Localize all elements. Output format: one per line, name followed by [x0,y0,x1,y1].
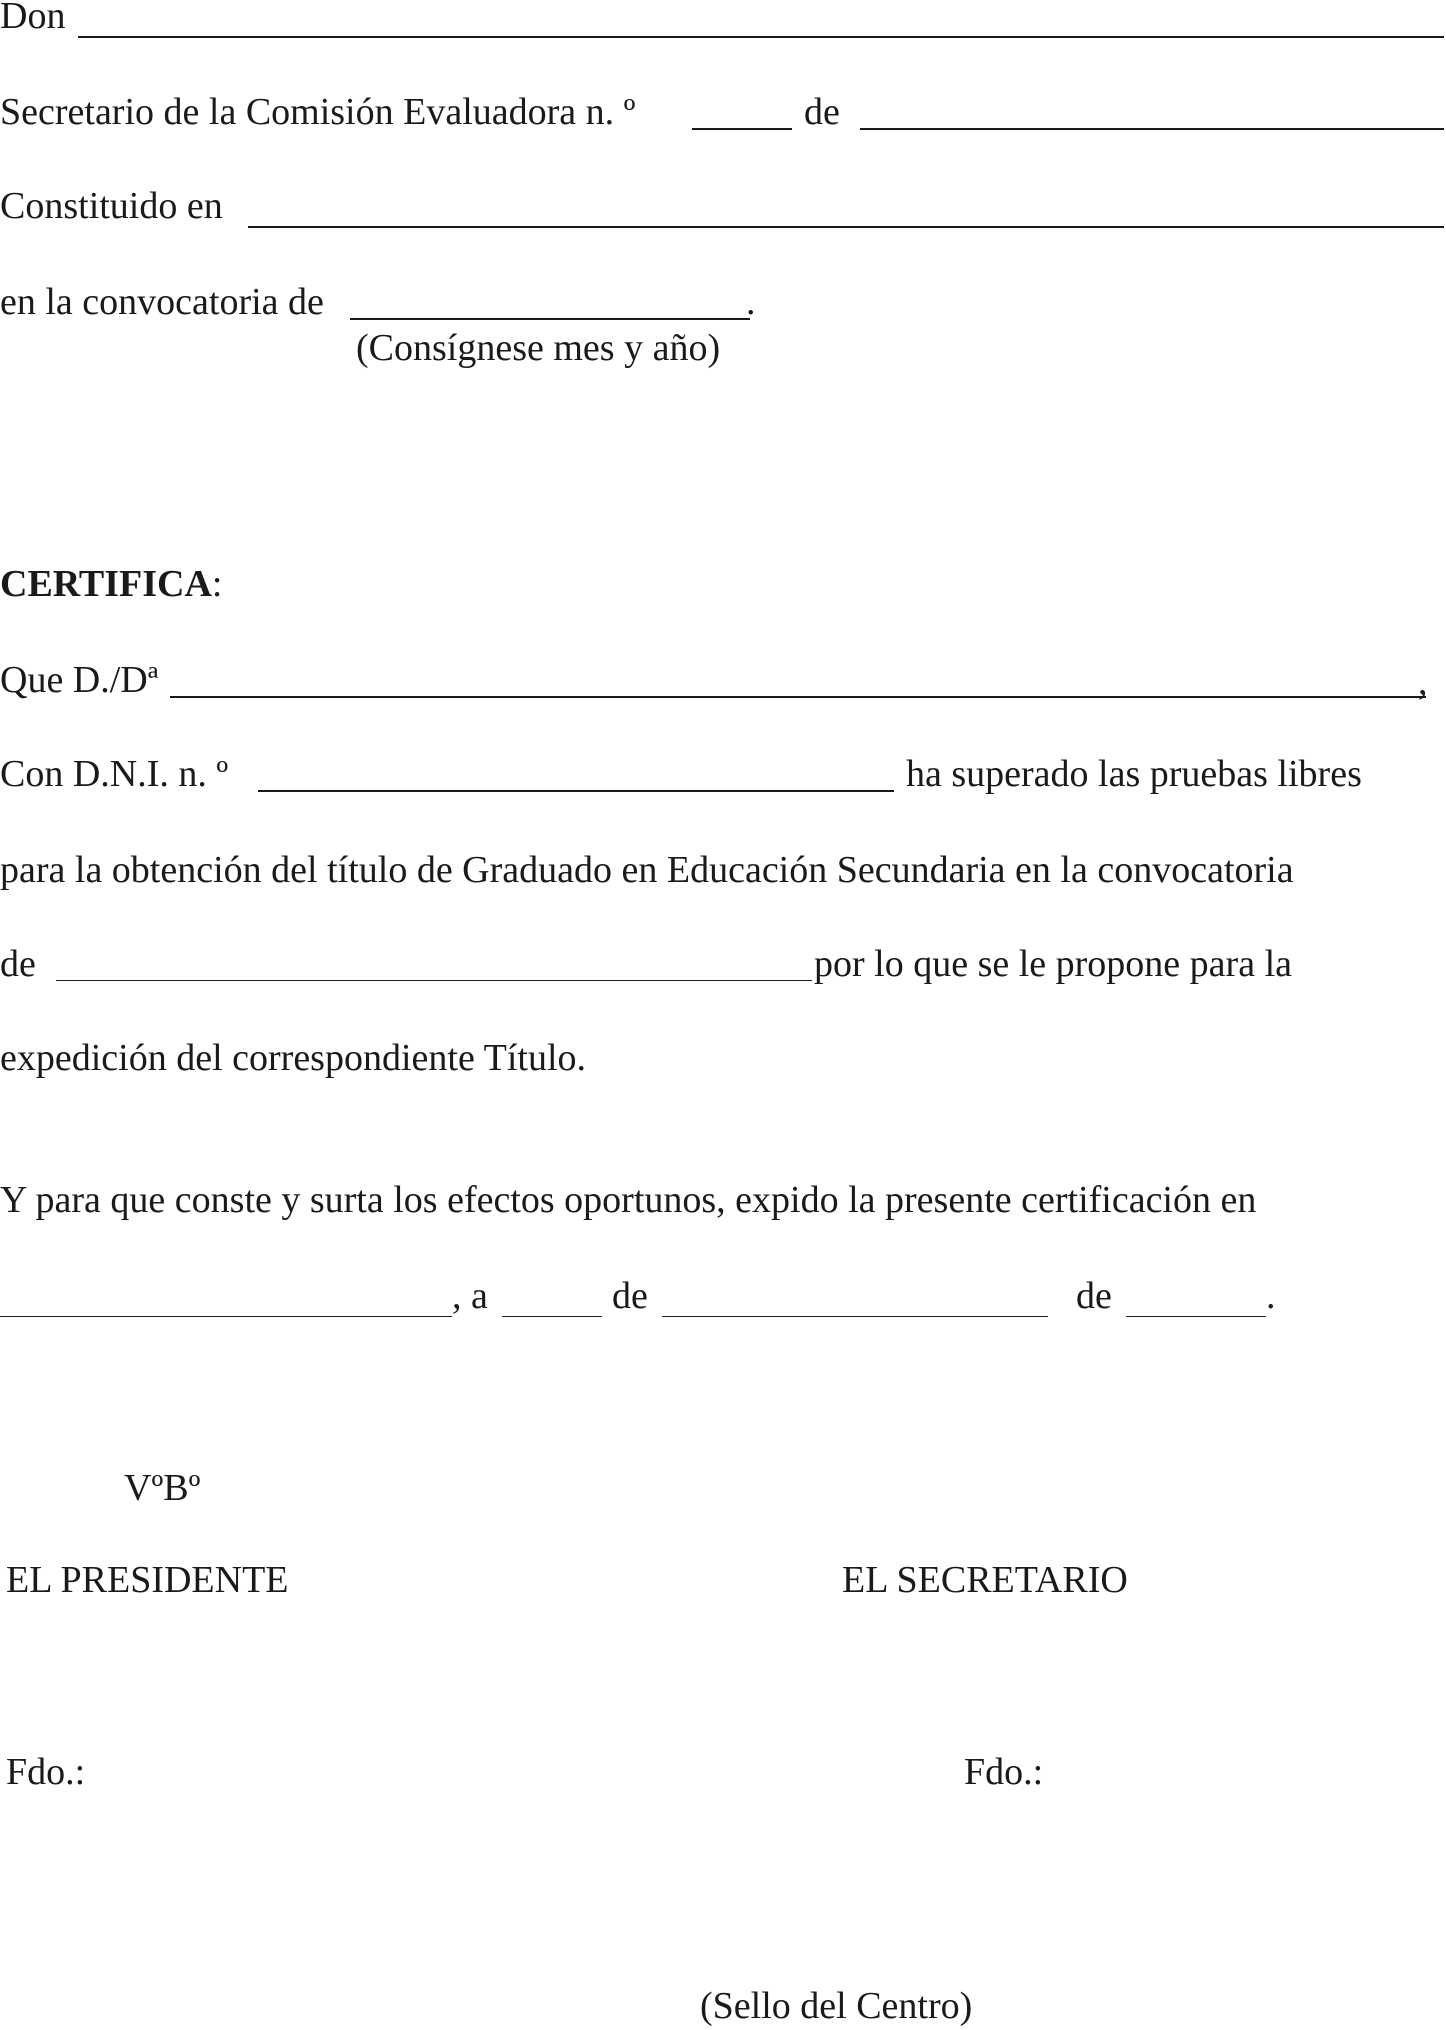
vobo-text: VºBº [124,1467,201,1509]
line4-de: de [0,943,36,985]
secretario-title: EL SECRETARIO [842,1559,1128,1601]
day-blank[interactable] [502,1316,602,1317]
constituido-blank[interactable] [248,226,1444,228]
year-blank[interactable] [1126,1316,1266,1317]
convocatoria-hint: (Consígnese mes y año) [356,327,721,369]
que-label: Que D./Dª [0,659,159,701]
que-comma: , [1418,661,1428,703]
secretario-label: Secretario de la Comisión Evaluadora n. º [0,91,636,133]
applicant-name-blank[interactable] [170,696,1426,698]
sello-text: (Sello del Centro) [700,1985,973,2027]
certifica-line-3: para la obtención del título de Graduado en Educación Secundaria en la convocatoria [0,849,1294,891]
dni-tail-text: ha superado las pruebas libres [906,753,1362,795]
fdo-right: Fdo.: [964,1751,1044,1793]
don-name-blank[interactable] [78,36,1444,38]
dni-label: Con D.N.I. n. º [0,753,229,795]
commission-number-blank[interactable] [692,128,792,130]
certifica-colon: : [211,563,223,605]
commission-location-blank[interactable] [860,128,1444,130]
de-text-1: de [612,1275,648,1317]
dni-blank[interactable] [258,790,894,792]
secretario-de-text: de [804,91,840,133]
constituido-label: Constituido en [0,185,223,227]
convocatoria-blank[interactable] [350,318,750,320]
certifica-word: CERTIFICA [0,563,212,605]
convocatoria-period: . [746,281,756,323]
convocatoria-label: en la convocatoria de [0,281,324,323]
certifica-heading [0,562,222,606]
closing-line-1: Y para que conste y surta los efectos oportunos, expido la presente certificación en [0,1179,1257,1221]
de-text-2: de [1076,1275,1112,1317]
line4-tail: por lo que se le propone para la [814,943,1292,985]
comma-a-text: , a [452,1275,488,1317]
month-blank[interactable] [662,1316,1048,1317]
closing-period: . [1266,1275,1276,1317]
fdo-left: Fdo.: [6,1751,86,1793]
place-blank[interactable] [0,1316,452,1317]
convocatoria-date-blank[interactable] [56,980,812,981]
certifica-line-5: expedición del correspondiente Título. [0,1037,587,1079]
don-label: Don [0,0,66,37]
presidente-title: EL PRESIDENTE [6,1559,289,1601]
